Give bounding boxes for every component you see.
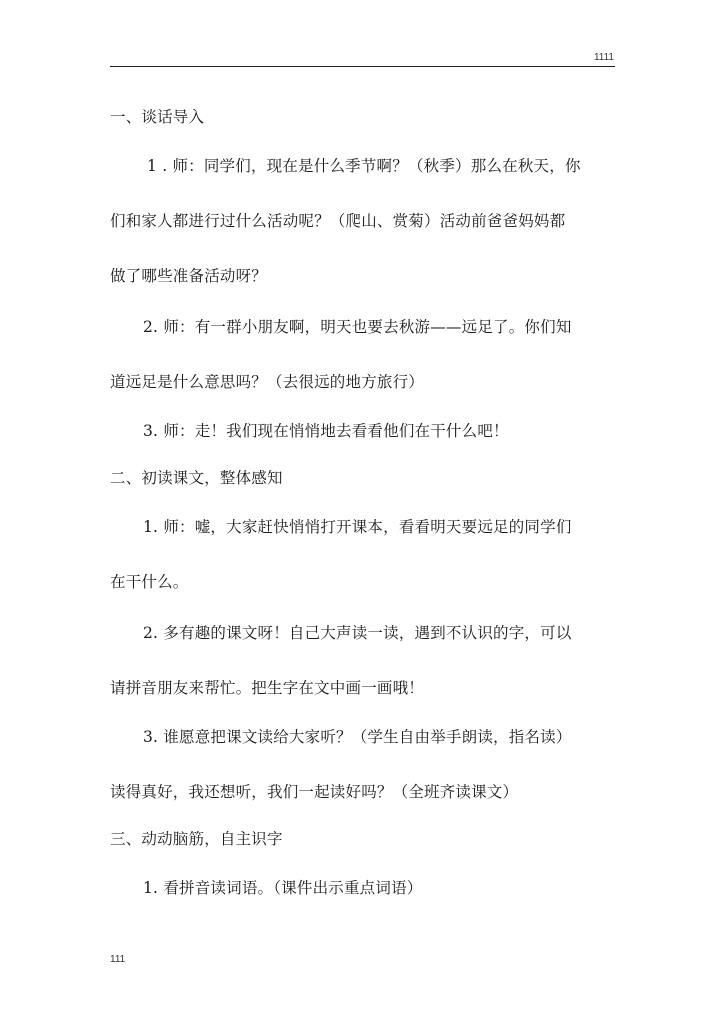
page-number-top: 1111 xyxy=(593,52,614,63)
paragraph-line: 3. 师：走！我们现在悄悄地去看看他们在干什么吧！ xyxy=(143,422,509,440)
paragraph-line: 读得真好，我还想听，我们一起读好吗？（全班齐读课文） xyxy=(110,783,519,801)
paragraph-line: 在干什么。 xyxy=(110,573,189,591)
paragraph-line: 2. 多有趣的课文呀！自己大声读一读，遇到不认识的字，可以 xyxy=(143,624,572,642)
section-heading: 一、谈话导入 xyxy=(110,108,205,126)
header-rule xyxy=(110,66,615,67)
paragraph-line: 道远足是什么意思吗？（去很远的地方旅行） xyxy=(110,373,425,391)
paragraph-line: 们和家人都进行过什么活动呢？（爬山、赏菊）活动前爸爸妈妈都 xyxy=(110,212,566,230)
paragraph-line: 2. 师：有一群小朋友啊，明天也要去秋游——远足了。你们知 xyxy=(143,318,572,336)
page-number-bottom: 111 xyxy=(110,954,126,965)
paragraph-line: 1. 看拼音读词语。（课件出示重点词语） xyxy=(143,879,423,897)
paragraph-line: 1. 师：嘘，大家赶快悄悄打开课本，看看明天要远足的同学们 xyxy=(143,518,572,536)
section-heading: 二、初读课文，整体感知 xyxy=(110,469,283,487)
section-heading: 三、动动脑筋，自主识字 xyxy=(110,830,283,848)
paragraph-line: 1 . 师：同学们，现在是什么季节啊？（秋季）那么在秋天，你 xyxy=(147,157,581,175)
paragraph-line: 请拼音朋友来帮忙。把生字在文中画一画哦！ xyxy=(110,679,425,697)
paragraph-line: 做了哪些准备活动呀？ xyxy=(110,267,268,285)
paragraph-line: 3. 谁愿意把课文读给大家听？（学生自由举手朗读，指名读） xyxy=(143,728,572,746)
